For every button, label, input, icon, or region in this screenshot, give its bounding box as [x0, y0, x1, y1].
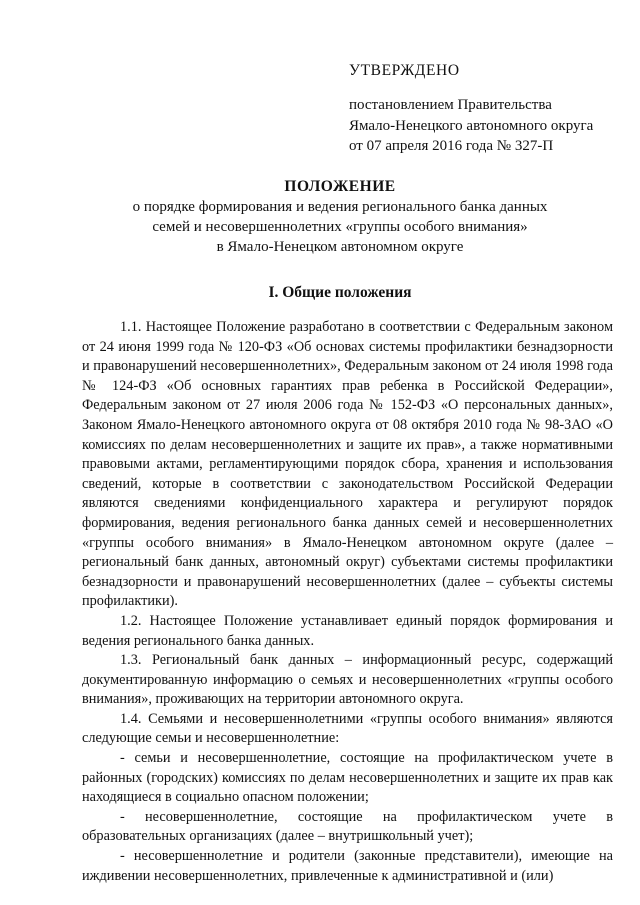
document-body [82, 318, 613, 886]
list-item: - семьи и несовершеннолетние, состоящие на профилактическом учете в районных (городских) комиссиях по делам несовершеннолетних и защите их прав как находящиеся в социально опасном положении; [82, 750, 613, 806]
paragraph-1-4: 1.4. Семьями и несовершеннолетними «группы особого внимания» являются следующие семьи и несовершеннолетние: [82, 710, 613, 747]
paragraph-1-3: 1.3. Региональный банк данных – информационный ресурс, содержащий документированную информацию о семьях и несовершеннолетних «группы особого внимания», проживающих на территории автономного округа. [82, 652, 613, 708]
document-title-line: о порядке формирования и ведения регионального банка данных [132, 199, 548, 215]
approval-line: постановлением Правительства [349, 97, 552, 113]
list-item: - несовершеннолетние, состоящие на профилактическом учете в образовательных организациях (далее – внутришкольный учет); [82, 808, 613, 845]
approval-stamp [349, 62, 619, 157]
section-heading: I. Общие положения [268, 284, 412, 301]
document-title [90, 177, 590, 257]
paragraph-1-1: 1.1. Настоящее Положение разработано в соответствии с Федеральным законом от 24 июня 1999 года № 120-ФЗ «Об основах системы профилактики безнадзорности и правонарушений несовершеннолетних», Федеральным законом от 24 июля 1998 года № 124-ФЗ «Об основных гарантиях прав ребенка в Российской Федерации», Федеральным законом от 27 июля 2006 года № 152-ФЗ «О персональных данных», Законом Ямало-Ненецкого автономного округа от 08 октября 2010 года № 98-ЗАО «О комиссиях по делам несовершеннолетних и защите их прав», а также нормативными правовыми актами, регламентирующими порядок сбора, хранения и использования сведений, которые в соответствии с законодательством Российской Федерации являются сведениями конфиденциального характера и регулируют порядок формирования, ведения регионального банка данных семей и несовершеннолетних «группы особого внимания» в Ямало-Ненецком автономном округе (далее – региональный банк данных, автономный округ) субъектами системы профилактики безнадзорности и правонарушений несовершеннолетних (далее – субъекты системы профилактики). [82, 319, 613, 610]
paragraph-1-2: 1.2. Настоящее Положение устанавливает единый порядок формирования и ведения регионального банка данных. [82, 612, 613, 649]
document-title-line: семей и несовершеннолетних «группы особого внимания» [152, 219, 528, 235]
approval-heading: УТВЕРЖДЕНО [349, 62, 460, 79]
list-item: - несовершеннолетние и родители (законные представители), имеющие на иждивении несовершеннолетних, привлеченные к административной и (или) [82, 848, 613, 884]
document-title-main: ПОЛОЖЕНИЕ [284, 178, 396, 195]
approval-line: от 07 апреля 2016 года № 327-П [349, 138, 554, 154]
approval-line: Ямало-Ненецкого автономного округа [349, 117, 594, 134]
document-title-line: в Ямало-Ненецком автономном округе [216, 239, 464, 255]
